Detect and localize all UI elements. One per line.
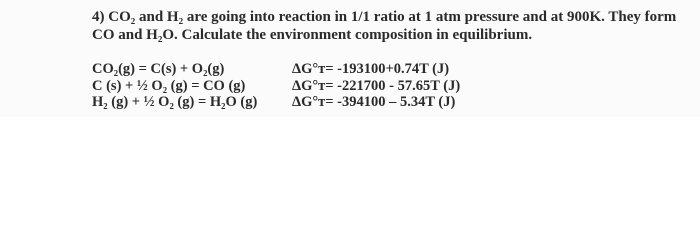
problem-line-2: CO and H₂O. Calculate the environment composition in equilibrium. <box>92 27 533 43</box>
gibbs-energy-3: ΔG°ᴛ= -394100 – 5.34T (J) <box>292 94 456 110</box>
problem-sheet <box>0 0 700 117</box>
reaction-1: CO₂(g) = C(s) + O₂(g) <box>92 61 225 77</box>
reaction-2: C (s) + ½ O₂ (g) = CO (g) <box>92 77 246 94</box>
problem-line-1: 4) CO₂ and H₂ are going into reaction in 1/1 ratio at 1 atm pressure and at 900K. They form <box>92 9 677 25</box>
gibbs-energy-2: ΔG°ᴛ= -221700 - 57.65T (J) <box>292 77 461 94</box>
gibbs-energy-1: ΔG°ᴛ= -193100+0.74T (J) <box>292 61 450 77</box>
reaction-3: H₂ (g) + ½ O₂ (g) = H₂O (g) <box>92 94 258 110</box>
problem-statement <box>92 8 692 44</box>
gibbs-energy-list <box>292 61 460 111</box>
reaction-list <box>92 61 257 111</box>
